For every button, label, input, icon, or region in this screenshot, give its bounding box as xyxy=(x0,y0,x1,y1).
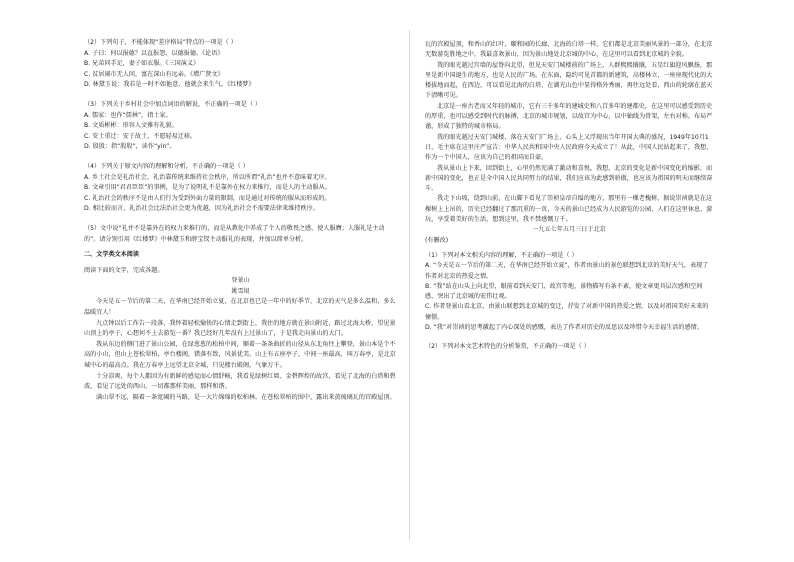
article-paragraph: 我的眼光越过天安门城楼，落在天安门广场上，心头上又浮现出当年开国大典的盛况，1949年10月1日，毛主席在这里庄严宣告：中华人民共和国中央人民政府今天成立了！从此，中国人民站起来了，我想，作为一个中国人，应该为自己的祖国而自豪。 xyxy=(425,133,713,162)
option-d: D. 殷殷：指“殷殷”，读作“yin”。 xyxy=(84,143,176,151)
section-heading: 二、文学类文本阅读 xyxy=(84,251,140,259)
option-c: C. 作者登景山看北京，由景山联想到北京城的变迁，抒发了对新中国的热爱之情，以及对祖国美好未来的憧憬。 xyxy=(425,303,709,321)
article-note: (有删改) xyxy=(425,236,449,244)
option-c: C. 安土重迁：安于故土，不愿轻易迁移。 xyxy=(84,132,197,140)
option-b: B. 文章引用“君君臣臣”的事例，是为了说明礼不是靠外在权力来推行，而是人的主动服从。 xyxy=(84,184,331,192)
option-b: B. 兄弟同手足，妻子如衣服。《三国演义》 xyxy=(84,60,200,68)
option-a: A. 儒家：也作“儒林”，指士家。 xyxy=(84,111,172,119)
question-2-stem: （2）下列对本文艺术特色的分析鉴赏，不正确的一项是（ ） xyxy=(425,343,590,351)
option-a: A. 乡土社会是礼治社会，礼治靠传统来维持社会秩序，所以所谓“礼治”也并不意味着无序。 xyxy=(84,173,331,181)
question-5: （5）文中说“礼并不是靠外在的权力来推行的，而是从教化中养成了个人的敬畏之感，使人服膺；人服礼是主动的”。请分别引用《红楼梦》中林黛玉和薛宝钗主动服礼的表现，并加以简单分析。 xyxy=(84,224,385,243)
right-column xyxy=(425,40,713,353)
option-d: D. 林黛玉说：我若是一时不如他意，他就会来生气。《红楼梦》 xyxy=(84,81,255,89)
article-paragraph: 瓦的宫殿屋顶，和香山的红叶、颐和园的长廊、北海的白塔一样，它们都是北京美丽风景的一部分，在北京无数游览胜地之中，我最喜欢景山，因为景山地处北京城的中心，在这里可以看到北京城的全貌。 xyxy=(425,41,713,59)
option-a: A. 子曰：何以报德？以直报怨，以德报德。《论语》 xyxy=(84,49,224,57)
article-paragraph: 我从景山上下来，回到街上，心里仍然充满了激动和喜悦，我想，北京的变化是新中国变化的缩影，而新中国的变化，也正是全中国人民共同努力的结果，我们应该为此感到骄傲，也应该为祖国的明天而继续奋斗。 xyxy=(425,164,713,193)
article-paragraph: 十分凉爽，每个人都因为有新鲜的感觉而心情舒畅，我看见绿树红墙、金碧辉煌的故宫，看见了北海的白塔和碧波，看见了远处的西山，一切都那样美丽，那样和谐。 xyxy=(84,372,396,391)
option-d: D. 相比较而言，礼治社会比法治社会更为优越，因为礼治社会不需要法律来维持秩序。 xyxy=(84,205,319,213)
article-paragraph: 九点钟以后工作告一段落，我怀着轻松愉快的心情走到街上，我住的地方就在景山附近，路过北海大桥，望见景山顶上的亭子，心想何不上去游览一番？我已经好几年没有上过景山了，于是我走向景山的大门。 xyxy=(84,319,396,338)
option-c: C. 贫居闹市无人问，富在深山有远亲。《增广贤文》 xyxy=(84,70,224,78)
article-paragraph: 我的眼光越过宫墙的屋脊向北望，但见天安门城楼前的广场上，人群熙熙攘攘，五星红旗迎风飘扬，那里是新中国诞生的地方，也是人民的广场。在东面，隐约可见首都的新建筑，高楼林立，一座座现代化的大楼拔地而起，在西边，可以看见北海的白塔，在湖光山色中显得格外秀丽，再往远处看，西山的轮廓在蓝天下清晰可见。 xyxy=(425,61,713,100)
article-author: 姚雪垠 xyxy=(231,287,250,295)
left-column xyxy=(84,38,397,403)
question-3-stem: （3）下列关于乡村社会中加点词语的解说，不正确的一项是（ ） xyxy=(84,100,262,108)
option-b: B. 文质彬彬：形容人文雅有礼貌。 xyxy=(84,122,178,130)
option-c: C. 礼治社会的秩序不是由人们行为受到外面力量的限制，而是通过对传统的服从而形成的。 xyxy=(84,194,331,202)
reading-intro: 阅读下面的文字，完成各题。 xyxy=(84,266,164,274)
article-paragraph: 北京是一座古老而又年轻的城市，它有三千多年的建城史和八百多年的建都史，在这里可以感受到历史的厚重，也可以感受到时代的脉搏，北京的城市规划，以故宫为中心，以中轴线为骨架，左右对称，布局严谨，形成了独特的城市格局。 xyxy=(425,102,713,131)
article-paragraph: 我走下山坡，绕到山前，在山脚下看见了崇祯皇帝自缢的地方，那里有一棵老槐树，据说崇祯就是在这棵树上上吊的，历史已经翻过了那沉重的一页，今天的景山已经成为人民游览的公园，人们在这里休息、游玩，享受着美好的生活，想到这里，我不禁感慨万千。 xyxy=(425,195,713,224)
question-4-stem: （4）下列关于原文内容的理解和分析，不正确的一项是（ ） xyxy=(84,162,249,170)
article-paragraph: 满山翠不远，隔着一条宽阔的马路，是一大片绵绵的松柏林，在苍松翠柏的围中，露出来黄琉璃瓦的宫殿屋顶。 xyxy=(96,393,396,401)
article-paragraph: 我从东边的侧门进了景山公园，在绿葱葱的松柏中间，顺着一条条曲折的山径从东北角往上攀登，景山本是个不高的小山，但山上苍松翠柏，亭台楼阁，错落有致，风景优美。山上有五座亭子，中间一座最高，叫万春亭，是北京城中心的最高点。我在万春亭上远望北京全城，只见楼台殿阁，气象万千。 xyxy=(84,340,396,370)
option-a: A. “今天是五一节后的第二天，在华南已经开始立夏”，作者由景山的景色联想到北京的美好天气，表现了作者对北京的热爱之情。 xyxy=(425,262,709,280)
column-divider xyxy=(409,30,410,540)
article-paragraph: 今天是五一节后的第二天，在华南已经开始立夏，在北京也已是一年中的好季节，北京的天气是多么温和，多么温暖宜人！ xyxy=(84,298,396,317)
option-d: D. “我”对崇祯的思考激起了内心深处的感慨，表达了作者对历史的反思以及珍惜今天幸福生活的感情。 xyxy=(425,324,703,332)
article-title: 登景山 xyxy=(231,277,250,285)
option-b: B. “我”站在山头上向北望，眼前看到天安门、故宫等地，景物描写有条不紊，使文章更具层次感和空间感，突出了北京城的宏伟壮观。 xyxy=(425,282,703,301)
question-1-stem: （1）下列对本文相关内容的理解，不正确的一项是（ ） xyxy=(425,251,578,259)
article-date: 一九五七年五月三日于北京 xyxy=(532,226,606,234)
question-2-stem: （2）下列句子，不能体现“差序格局”特点的一项是（ ） xyxy=(84,39,237,46)
